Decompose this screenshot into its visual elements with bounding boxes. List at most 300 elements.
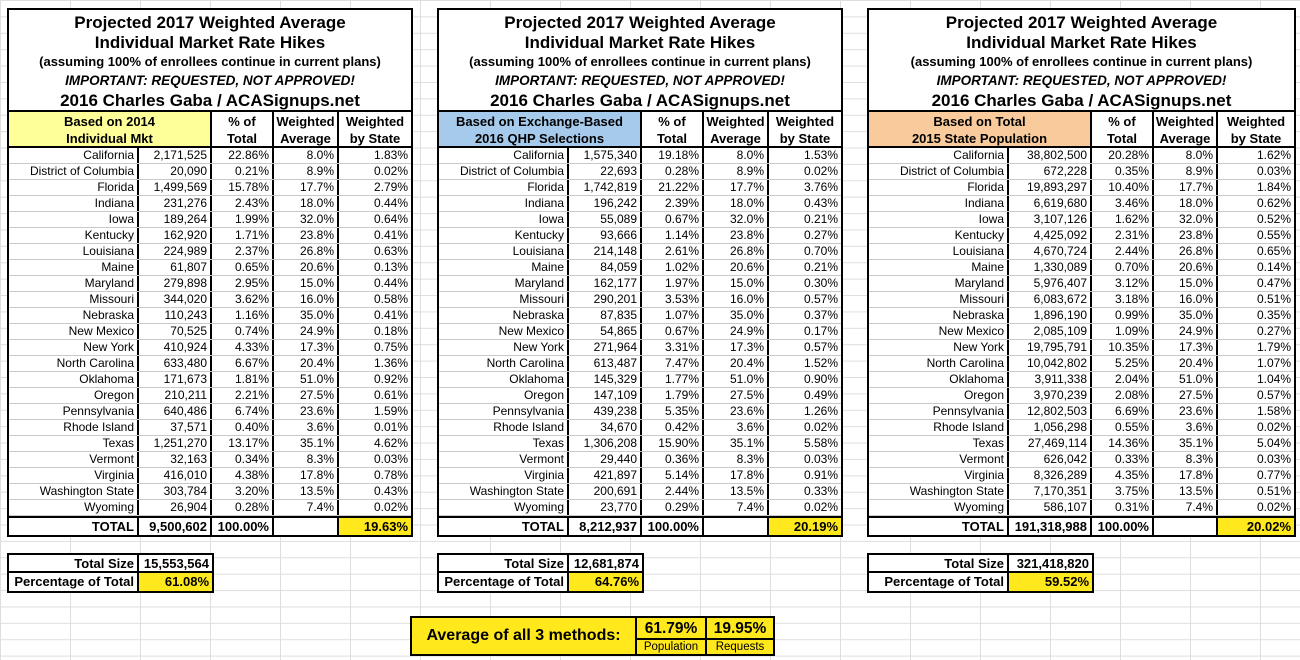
table-row xyxy=(869,324,1294,340)
state-cell: Vermont xyxy=(439,452,569,467)
total-size-value: 15,553,564 xyxy=(143,556,209,571)
state-cell: Missouri xyxy=(9,292,139,307)
weighted-by-state-cell: 1.04% xyxy=(1256,372,1291,386)
weighted-by-state-cell: 0.92% xyxy=(373,372,408,386)
table-row xyxy=(9,228,411,244)
pct-of-total-cell: 0.40% xyxy=(212,420,274,435)
weighted-by-state-cell: 0.41% xyxy=(373,308,408,322)
weighted-average-cell: 27.5% xyxy=(1154,388,1218,403)
weighted-by-state-cell: 0.75% xyxy=(373,340,408,354)
table-row xyxy=(439,436,841,452)
table-row xyxy=(869,228,1294,244)
state-cell: Maine xyxy=(869,260,1009,275)
weighted-by-state-cell: 1.53% xyxy=(803,148,838,162)
total-weighted-by-state-cell: 20.19% xyxy=(769,518,841,535)
weighted-average-cell: 27.5% xyxy=(704,388,769,403)
weighted-average-cell: 20.6% xyxy=(704,260,769,275)
pct-of-total-cell: 0.35% xyxy=(1092,164,1154,179)
weighted-by-state-cell: 1.84% xyxy=(1256,180,1291,194)
total-size-label: Total Size xyxy=(9,555,139,571)
pct-of-total-cell: 1.71% xyxy=(212,228,274,243)
market-size-cell: 1,056,298 xyxy=(1009,420,1092,435)
pct-of-total-cell: 15.90% xyxy=(642,436,704,451)
state-cell: Nebraska xyxy=(9,308,139,323)
summary-row-pct-of-total xyxy=(869,573,1092,591)
weighted-average-cell: 23.6% xyxy=(274,404,339,419)
table-row xyxy=(9,148,411,164)
total-market-size-cell: 8,212,937 xyxy=(569,518,642,535)
market-size-cell: 640,486 xyxy=(139,404,212,419)
state-cell: Maryland xyxy=(439,276,569,291)
column-header-cell xyxy=(339,112,411,146)
weighted-average-cell: 20.4% xyxy=(1154,356,1218,371)
pct-of-total-cell: 1.16% xyxy=(212,308,274,323)
weighted-by-state-cell: 0.03% xyxy=(1256,452,1291,466)
pct-of-total-cell: 0.31% xyxy=(1092,500,1154,515)
pct-of-total-label: Percentage of Total xyxy=(439,573,569,591)
weighted-average-cell: 23.8% xyxy=(704,228,769,243)
pct-of-total-cell: 0.42% xyxy=(642,420,704,435)
table-row xyxy=(439,356,841,372)
market-size-cell: 1,742,819 xyxy=(569,180,642,195)
pct-of-total-cell: 15.78% xyxy=(212,180,274,195)
market-size-cell: 6,083,672 xyxy=(1009,292,1092,307)
weighted-average-cell: 15.0% xyxy=(1154,276,1218,291)
table-warning: IMPORTANT: REQUESTED, NOT APPROVED! xyxy=(65,73,355,88)
weighted-average-cell: 35.0% xyxy=(704,308,769,323)
group-header-line1: Based on 2014 xyxy=(63,114,156,129)
table-row xyxy=(439,484,841,500)
table-row xyxy=(439,196,841,212)
market-size-cell: 613,487 xyxy=(569,356,642,371)
column-header-row xyxy=(869,112,1294,148)
market-size-cell: 6,619,680 xyxy=(1009,196,1092,211)
weighted-by-state-cell: 0.27% xyxy=(803,228,838,242)
state-cell: Maryland xyxy=(9,276,139,291)
total-weighted-by-state-cell: 20.02% xyxy=(1218,518,1294,535)
total-weighted-average-cell xyxy=(274,518,339,535)
column-header-cell xyxy=(642,112,704,146)
pct-of-total-cell: 2.44% xyxy=(642,484,704,499)
column-header-cell xyxy=(704,112,769,146)
state-cell: Indiana xyxy=(9,196,139,211)
state-cell: Wyoming xyxy=(439,500,569,515)
market-size-cell: 1,499,569 xyxy=(139,180,212,195)
table-row xyxy=(9,180,411,196)
state-cell: Oregon xyxy=(439,388,569,403)
market-size-cell: 1,896,190 xyxy=(1009,308,1092,323)
state-cell: District of Columbia xyxy=(9,164,139,179)
pct-of-total-cell: 0.29% xyxy=(642,500,704,515)
weighted-by-state-cell: 0.02% xyxy=(1256,500,1291,514)
pct-of-total-cell: 19.18% xyxy=(642,148,704,163)
total-size-label: Total Size xyxy=(439,555,569,571)
table-row xyxy=(439,452,841,468)
state-cell: Washington State xyxy=(9,484,139,499)
pct-of-total-cell: 2.44% xyxy=(1092,244,1154,259)
column-header-cell xyxy=(212,112,274,146)
pct-of-total-cell: 0.33% xyxy=(1092,452,1154,467)
method-section-3 xyxy=(867,8,1296,593)
table-row xyxy=(869,308,1294,324)
weighted-average-cell: 16.0% xyxy=(704,292,769,307)
pct-of-total-cell: 1.79% xyxy=(642,388,704,403)
weighted-average-cell: 17.7% xyxy=(704,180,769,195)
market-size-cell: 303,784 xyxy=(139,484,212,499)
market-size-cell: 189,264 xyxy=(139,212,212,227)
total-size-value: 321,418,820 xyxy=(1016,556,1089,571)
column-header-line2: Average xyxy=(710,131,761,146)
market-size-cell: 93,666 xyxy=(569,228,642,243)
pct-of-total-cell: 10.40% xyxy=(1092,180,1154,195)
weighted-average-cell: 7.4% xyxy=(704,500,769,515)
table-row xyxy=(869,292,1294,308)
weighted-average-cell: 16.0% xyxy=(1154,292,1218,307)
table-subtitle: (assuming 100% of enrollees continue in current plans) xyxy=(469,54,811,69)
market-size-cell: 344,020 xyxy=(139,292,212,307)
weighted-average-cell: 8.0% xyxy=(1154,148,1218,163)
market-size-cell: 32,163 xyxy=(139,452,212,467)
total-label-cell: TOTAL xyxy=(439,518,569,535)
state-cell: Nebraska xyxy=(869,308,1009,323)
market-size-cell: 231,276 xyxy=(139,196,212,211)
rate-table-1 xyxy=(7,8,413,537)
table-row xyxy=(869,180,1294,196)
market-size-cell: 2,085,109 xyxy=(1009,324,1092,339)
state-cell: District of Columbia xyxy=(869,164,1009,179)
weighted-average-cell: 3.6% xyxy=(704,420,769,435)
weighted-average-cell: 7.4% xyxy=(274,500,339,515)
market-size-cell: 12,802,503 xyxy=(1009,404,1092,419)
market-size-cell: 162,920 xyxy=(139,228,212,243)
weighted-by-state-cell: 0.70% xyxy=(803,244,838,258)
market-size-cell: 633,480 xyxy=(139,356,212,371)
weighted-by-state-cell: 0.58% xyxy=(373,292,408,306)
weighted-by-state-cell: 0.14% xyxy=(1256,260,1291,274)
market-size-cell: 84,059 xyxy=(569,260,642,275)
state-cell: New York xyxy=(439,340,569,355)
table-row xyxy=(869,212,1294,228)
pct-of-total-label: Percentage of Total xyxy=(9,573,139,591)
table-row xyxy=(439,260,841,276)
pct-of-total-cell: 1.07% xyxy=(642,308,704,323)
market-size-cell: 20,090 xyxy=(139,164,212,179)
state-cell: Indiana xyxy=(439,196,569,211)
pct-of-total-cell: 0.67% xyxy=(642,324,704,339)
table-row xyxy=(439,324,841,340)
pct-of-total-cell: 1.99% xyxy=(212,212,274,227)
pct-of-total-cell: 2.61% xyxy=(642,244,704,259)
weighted-by-state-cell: 0.37% xyxy=(803,308,838,322)
market-size-cell: 271,964 xyxy=(569,340,642,355)
pct-of-total-cell: 0.65% xyxy=(212,260,274,275)
state-cell: Texas xyxy=(869,436,1009,451)
pct-of-total-cell: 6.69% xyxy=(1092,404,1154,419)
weighted-average-cell: 13.5% xyxy=(274,484,339,499)
table-warning: IMPORTANT: REQUESTED, NOT APPROVED! xyxy=(936,73,1227,88)
market-size-cell: 61,807 xyxy=(139,260,212,275)
market-size-cell: 200,691 xyxy=(569,484,642,499)
weighted-by-state-cell: 0.51% xyxy=(1256,292,1291,306)
total-weighted-by-state-cell: 19.63% xyxy=(339,518,411,535)
state-cell: North Carolina xyxy=(439,356,569,371)
weighted-by-state-cell: 0.13% xyxy=(373,260,408,274)
table-row xyxy=(9,212,411,228)
weighted-by-state-cell: 0.51% xyxy=(1256,484,1291,498)
average-label: Average of all 3 methods: xyxy=(412,618,637,654)
table-row xyxy=(869,164,1294,180)
market-size-cell: 10,042,802 xyxy=(1009,356,1092,371)
weighted-by-state-cell: 0.17% xyxy=(803,324,838,338)
market-size-cell: 23,770 xyxy=(569,500,642,515)
weighted-average-cell: 26.8% xyxy=(704,244,769,259)
weighted-average-cell: 8.3% xyxy=(704,452,769,467)
state-cell: California xyxy=(869,148,1009,163)
state-cell: Florida xyxy=(9,180,139,195)
market-size-cell: 4,670,724 xyxy=(1009,244,1092,259)
total-weighted-average-cell xyxy=(704,518,769,535)
market-size-cell: 55,089 xyxy=(569,212,642,227)
pct-of-total-cell: 0.36% xyxy=(642,452,704,467)
weighted-by-state-cell: 0.43% xyxy=(373,484,408,498)
table-row xyxy=(869,260,1294,276)
state-cell: North Carolina xyxy=(869,356,1009,371)
weighted-average-cell: 17.3% xyxy=(704,340,769,355)
state-cell: Florida xyxy=(439,180,569,195)
total-label-cell: TOTAL xyxy=(9,518,139,535)
weighted-by-state-cell: 1.62% xyxy=(1256,148,1291,162)
pct-of-total-cell: 0.34% xyxy=(212,452,274,467)
table-row xyxy=(9,324,411,340)
table-title-line2: Individual Market Rate Hikes xyxy=(524,33,756,52)
pct-of-total-cell: 1.14% xyxy=(642,228,704,243)
pct-of-total-cell: 2.37% xyxy=(212,244,274,259)
market-size-cell: 54,865 xyxy=(569,324,642,339)
column-header-cell xyxy=(1154,112,1218,146)
weighted-by-state-cell: 0.03% xyxy=(373,452,408,466)
pct-of-total-cell: 0.70% xyxy=(1092,260,1154,275)
table-title-block xyxy=(439,10,841,112)
total-weighted-average-cell xyxy=(1154,518,1218,535)
weighted-average-cell: 20.6% xyxy=(1154,260,1218,275)
summary-row-pct-of-total xyxy=(439,573,642,591)
market-size-cell: 210,211 xyxy=(139,388,212,403)
group-header-line1: Based on Total xyxy=(933,114,1026,129)
state-cell: Indiana xyxy=(869,196,1009,211)
state-cell: Wyoming xyxy=(869,500,1009,515)
state-cell: Washington State xyxy=(869,484,1009,499)
table-title-line2: Individual Market Rate Hikes xyxy=(94,33,326,52)
rate-table-3 xyxy=(867,8,1296,537)
market-size-cell: 586,107 xyxy=(1009,500,1092,515)
column-header-line2: Total xyxy=(226,131,258,146)
table-row xyxy=(869,468,1294,484)
weighted-average-cell: 23.6% xyxy=(1154,404,1218,419)
state-cell: California xyxy=(9,148,139,163)
weighted-average-cell: 17.8% xyxy=(274,468,339,483)
market-size-cell: 196,242 xyxy=(569,196,642,211)
column-header-row xyxy=(9,112,411,148)
summary-block xyxy=(7,553,214,593)
state-cell: Texas xyxy=(439,436,569,451)
column-header-cell xyxy=(1218,112,1294,146)
state-cell: New Mexico xyxy=(439,324,569,339)
weighted-average-cell: 32.0% xyxy=(274,212,339,227)
weighted-by-state-cell: 1.58% xyxy=(1256,404,1291,418)
state-cell: Rhode Island xyxy=(869,420,1009,435)
summary-block xyxy=(867,553,1094,593)
table-row xyxy=(869,388,1294,404)
weighted-by-state-cell: 1.26% xyxy=(803,404,838,418)
weighted-average-cell: 8.9% xyxy=(704,164,769,179)
weighted-average-cell: 24.9% xyxy=(1154,324,1218,339)
weighted-by-state-cell: 1.36% xyxy=(373,356,408,370)
weighted-by-state-cell: 0.03% xyxy=(803,452,838,466)
pct-of-total-cell: 3.75% xyxy=(1092,484,1154,499)
state-cell: Oregon xyxy=(869,388,1009,403)
weighted-by-state-cell: 1.83% xyxy=(373,148,408,162)
total-pct-cell: 100.00% xyxy=(1092,518,1154,535)
column-header-line1: Weighted xyxy=(775,114,835,129)
state-cell: Missouri xyxy=(439,292,569,307)
summary-row-pct-of-total xyxy=(9,573,212,591)
market-size-cell: 1,330,089 xyxy=(1009,260,1092,275)
weighted-average-cell: 15.0% xyxy=(274,276,339,291)
weighted-by-state-cell: 0.30% xyxy=(803,276,838,290)
table-row xyxy=(9,468,411,484)
weighted-average-cell: 17.8% xyxy=(1154,468,1218,483)
table-title-line2: Individual Market Rate Hikes xyxy=(966,33,1197,52)
state-cell: Virginia xyxy=(9,468,139,483)
column-header-line2: by State xyxy=(1230,131,1282,146)
table-row xyxy=(9,244,411,260)
weighted-by-state-cell: 0.02% xyxy=(1256,420,1291,434)
group-header-cell xyxy=(869,112,1092,146)
table-credit: 2016 Charles Gaba / ACASignups.net xyxy=(490,91,790,110)
market-size-cell: 162,177 xyxy=(569,276,642,291)
pct-of-total-cell: 2.31% xyxy=(1092,228,1154,243)
average-of-all-methods-box xyxy=(410,616,775,656)
weighted-by-state-cell: 0.27% xyxy=(1256,324,1291,338)
market-size-cell: 2,171,525 xyxy=(139,148,212,163)
pct-of-total-cell: 1.09% xyxy=(1092,324,1154,339)
state-cell: Rhode Island xyxy=(9,420,139,435)
pct-of-total-cell: 13.17% xyxy=(212,436,274,451)
group-header-line2: 2016 QHP Selections xyxy=(474,131,605,146)
table-title-block xyxy=(9,10,411,112)
weighted-average-cell: 23.6% xyxy=(704,404,769,419)
state-cell: Pennsylvania xyxy=(9,404,139,419)
summary-row-total-size xyxy=(869,555,1092,573)
state-cell: District of Columbia xyxy=(439,164,569,179)
average-requests-sublabel: Requests xyxy=(715,641,765,653)
weighted-by-state-cell: 0.41% xyxy=(373,228,408,242)
table-row xyxy=(869,420,1294,436)
table-row xyxy=(9,356,411,372)
weighted-by-state-cell: 0.57% xyxy=(1256,388,1291,402)
pct-of-total-cell: 2.95% xyxy=(212,276,274,291)
state-cell: Maine xyxy=(439,260,569,275)
table-row xyxy=(439,500,841,516)
pct-of-total-cell: 0.67% xyxy=(642,212,704,227)
weighted-by-state-cell: 1.79% xyxy=(1256,340,1291,354)
state-cell: Oregon xyxy=(9,388,139,403)
pct-of-total-cell: 1.97% xyxy=(642,276,704,291)
pct-of-total-cell: 2.04% xyxy=(1092,372,1154,387)
table-row xyxy=(439,420,841,436)
pct-of-total-cell: 3.46% xyxy=(1092,196,1154,211)
table-row xyxy=(9,500,411,516)
total-market-size-cell: 191,318,988 xyxy=(1009,518,1092,535)
weighted-average-cell: 13.5% xyxy=(704,484,769,499)
table-row xyxy=(9,484,411,500)
state-cell: New York xyxy=(869,340,1009,355)
column-header-line1: % of xyxy=(658,114,686,129)
weighted-by-state-cell: 1.07% xyxy=(1256,356,1291,370)
weighted-by-state-cell: 5.58% xyxy=(803,436,838,450)
market-size-cell: 7,170,351 xyxy=(1009,484,1092,499)
state-cell: North Carolina xyxy=(9,356,139,371)
table-row xyxy=(869,452,1294,468)
state-cell: Iowa xyxy=(439,212,569,227)
state-cell: Oklahoma xyxy=(439,372,569,387)
table-row xyxy=(9,308,411,324)
weighted-by-state-cell: 0.65% xyxy=(1256,244,1291,258)
weighted-average-cell: 18.0% xyxy=(704,196,769,211)
state-cell: Louisiana xyxy=(439,244,569,259)
market-size-cell: 38,802,500 xyxy=(1009,148,1092,163)
pct-of-total-cell: 0.21% xyxy=(212,164,274,179)
state-cell: Virginia xyxy=(869,468,1009,483)
pct-of-total-cell: 6.74% xyxy=(212,404,274,419)
weighted-by-state-cell: 1.59% xyxy=(373,404,408,418)
table-row xyxy=(869,148,1294,164)
market-size-cell: 1,575,340 xyxy=(569,148,642,163)
weighted-by-state-cell: 0.44% xyxy=(373,276,408,290)
group-header-line2: Individual Mkt xyxy=(66,131,153,146)
total-pct-cell: 100.00% xyxy=(642,518,704,535)
weighted-by-state-cell: 0.47% xyxy=(1256,276,1291,290)
table-row xyxy=(869,356,1294,372)
total-size-value: 12,681,874 xyxy=(573,556,639,571)
weighted-by-state-cell: 3.76% xyxy=(803,180,838,194)
table-row xyxy=(9,260,411,276)
market-size-cell: 439,238 xyxy=(569,404,642,419)
market-size-cell: 8,326,289 xyxy=(1009,468,1092,483)
weighted-by-state-cell: 0.03% xyxy=(1256,164,1291,178)
state-cell: Vermont xyxy=(869,452,1009,467)
weighted-by-state-cell: 0.02% xyxy=(373,500,408,514)
pct-of-total-cell: 21.22% xyxy=(642,180,704,195)
weighted-by-state-cell: 0.78% xyxy=(373,468,408,482)
weighted-average-cell: 35.1% xyxy=(704,436,769,451)
table-row xyxy=(439,276,841,292)
state-cell: Washington State xyxy=(439,484,569,499)
column-header-row xyxy=(439,112,841,148)
total-pct-cell: 100.00% xyxy=(212,518,274,535)
state-cell: California xyxy=(439,148,569,163)
weighted-average-cell: 17.8% xyxy=(704,468,769,483)
state-cell: Vermont xyxy=(9,452,139,467)
state-cell: Rhode Island xyxy=(439,420,569,435)
group-header-cell xyxy=(439,112,642,146)
state-cell: Pennsylvania xyxy=(439,404,569,419)
state-cell: Texas xyxy=(9,436,139,451)
market-size-cell: 70,525 xyxy=(139,324,212,339)
state-cell: Maryland xyxy=(869,276,1009,291)
market-size-cell: 626,042 xyxy=(1009,452,1092,467)
column-header-cell xyxy=(274,112,339,146)
